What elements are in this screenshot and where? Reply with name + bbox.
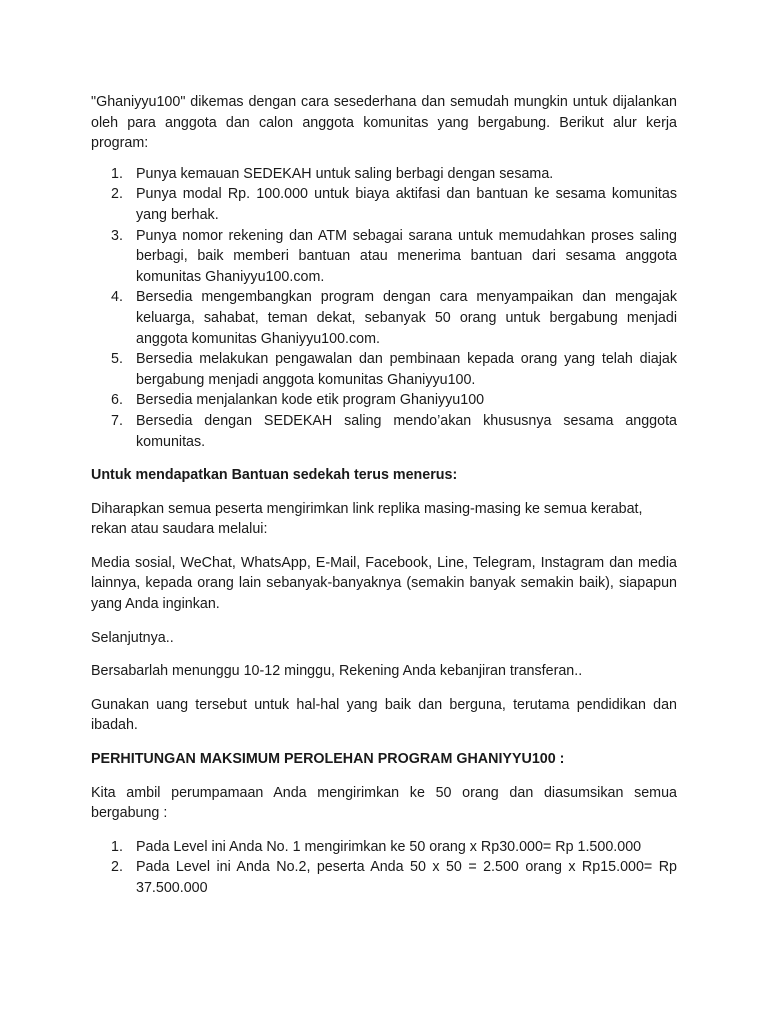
list-item-number: 6. [111,392,123,409]
section-heading-bantuan: Untuk mendapatkan Bantuan sedekah terus menerus: [91,467,458,484]
list-item-text: Bersedia melakukan pengawalan dan pembinaan kepada orang yang telah diajak bergabung menjadi anggota komunitas Ghaniyyu100. [136,351,677,388]
paragraph-media: Media sosial, WeChat, WhatsApp, E-Mail, Facebook, Line, Telegram, Instagram dan media lainnya, kepada orang lain sebanyak-banyaknya (semakin banyak semakin baik), siapapun yang Anda inginkan. [91,554,677,613]
list-item-number: 3. [111,227,123,244]
list-item-text: Bersedia menjalankan kode etik program Ghaniyyu100 [136,392,485,409]
list-item-text: Bersedia dengan SEDEKAH saling mendo’akan khususnya sesama anggota komunitas. [136,412,677,450]
paragraph-selanjutnya: Selanjutnya.. [91,629,174,646]
list-item [91,411,677,452]
list-item-number: 5. [111,351,123,368]
list-item-number: 1. [111,838,123,855]
program-steps-list [91,164,677,452]
paragraph-asumsi: Kita ambil perumpamaan Anda mengirimkan ke 50 orang dan diasumsikan semua bergabung : [91,784,677,822]
section-heading-perhitungan: PERHITUNGAN MAKSIMUM PEROLEHAN PROGRAM GHANIYYU100 : [91,751,565,768]
list-item [91,349,677,390]
list-item-number: 1. [111,165,123,182]
list-item-number: 2. [111,186,123,203]
list-item [91,184,677,225]
list-item-text: Punya nomor rekening dan ATM sebagai sarana untuk memudahkan proses saling berbagi, baik memberi bantuan atau menerima bantuan dari sesama anggota komunitas Ghaniyyu100.com. [136,227,677,285]
list-item-text: Bersedia mengembangkan program dengan cara menyampaikan dan mengajak keluarga, sahabat, teman dekat, sebanyak 50 orang untuk bergabung menjadi anggota komunitas Ghaniyyu100.com. [136,289,677,347]
paragraph-bersabar: Bersabarlah menunggu 10-12 minggu, Rekening Anda kebanjiran transferan.. [91,663,583,680]
list-item-number: 2. [111,859,123,876]
list-item [91,837,677,858]
document-page [91,92,677,899]
intro-paragraph: "Ghaniyyu100" dikemas dengan cara sesederhana dan semudah mungkin untuk dijalankan oleh para anggota dan calon anggota komunitas yang bergabung. Berikut alur kerja program: [91,94,677,152]
paragraph-gunakan: Gunakan uang tersebut untuk hal-hal yang baik dan berguna, terutama pendidikan dan ibadah. [91,696,677,734]
list-item-text: Punya modal Rp. 100.000 untuk biaya aktifasi dan bantuan ke sesama komunitas yang berhak. [136,186,677,223]
list-item [91,857,677,898]
list-item-text: Punya kemauan SEDEKAH untuk saling berbagi dengan sesama. [136,165,554,182]
list-item-number: 4. [111,289,123,306]
level-calculation-list [91,837,677,899]
list-item [91,164,677,185]
list-item [91,226,677,288]
list-item [91,287,677,349]
list-item-text: Pada Level ini Anda No. 1 mengirimkan ke 50 orang x Rp30.000= Rp 1.500.000 [136,838,642,855]
list-item-number: 7. [111,412,123,429]
list-item [91,390,677,411]
paragraph-link: Diharapkan semua peserta mengirimkan link replika masing-masing ke semua kerabat, rekan atau saudara melalui: [91,500,643,538]
list-item-text: Pada Level ini Anda No.2, peserta Anda 50 x 50 = 2.500 orang x Rp15.000= Rp 37.500.000 [136,859,677,896]
